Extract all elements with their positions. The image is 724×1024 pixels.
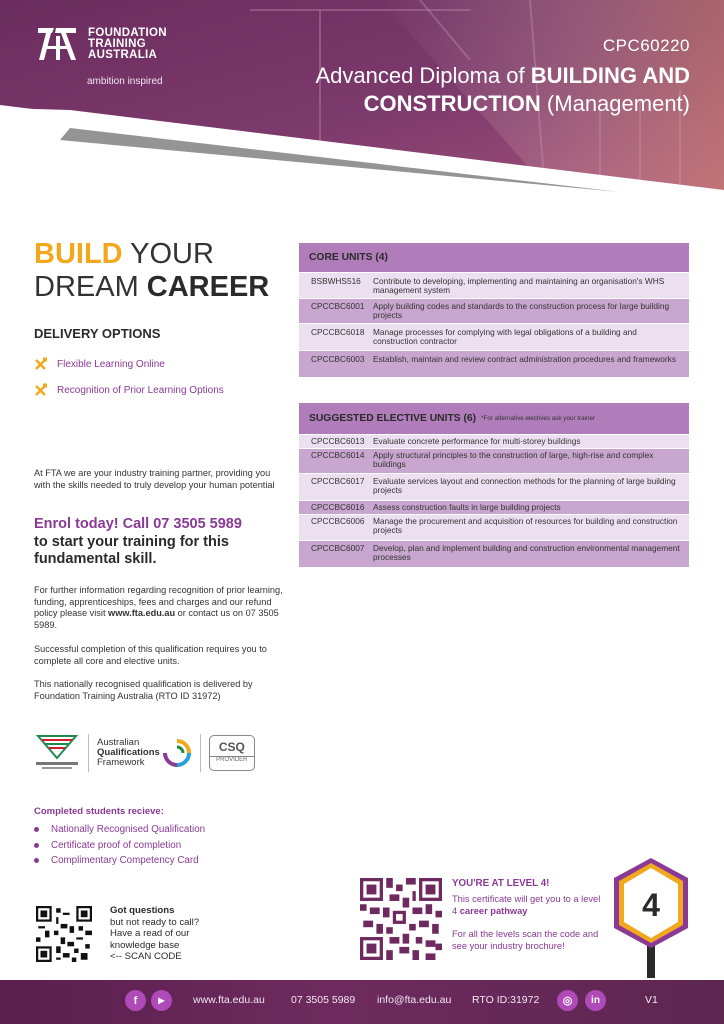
footer-website[interactable]: www.fta.edu.au bbox=[193, 994, 265, 1006]
footer bbox=[0, 980, 724, 1024]
bullet-icon bbox=[34, 858, 39, 863]
table-row bbox=[299, 448, 689, 473]
completed-item-label: Certificate proof of completion bbox=[51, 839, 182, 851]
unit-code: CPCCBC6018 bbox=[311, 327, 365, 337]
delivery-options-title: DELIVERY OPTIONS bbox=[34, 326, 161, 341]
questions-line: knowledge base bbox=[110, 939, 180, 951]
linkedin-icon[interactable]: in bbox=[585, 990, 606, 1011]
csq-provider-label: PROVIDER bbox=[210, 756, 254, 763]
accreditation-logos bbox=[34, 734, 255, 772]
fta-logo[interactable] bbox=[34, 22, 167, 66]
unit-description: Establish, maintain and review contract administration procedures and frameworks bbox=[373, 354, 676, 364]
questions-line: <-- SCAN CODE bbox=[110, 951, 182, 962]
unit-code: CPCCBC6013 bbox=[311, 436, 365, 446]
elective-units-header bbox=[299, 403, 689, 434]
level-text: This certificate will get you to a level 4 bbox=[452, 894, 601, 916]
unit-description: Evaluate services layout and connection methods for the planning of large building projects bbox=[373, 476, 676, 496]
questions-block bbox=[110, 905, 199, 963]
unit-description: Manage processes for complying with legal obligations of a building and construction contractor bbox=[373, 327, 637, 347]
info-paragraph-recognition bbox=[34, 585, 284, 631]
footer-rto: RTO ID:31972 bbox=[472, 994, 540, 1006]
instagram-icon[interactable]: ◎ bbox=[557, 990, 578, 1011]
logo-wordmark bbox=[88, 28, 167, 61]
hero-your: YOUR bbox=[122, 238, 214, 270]
elective-units-table bbox=[299, 403, 689, 567]
logo-line: FOUNDATION bbox=[88, 26, 167, 39]
info-text: or contact us on 07 3505 5989. bbox=[34, 608, 279, 630]
unit-code: BSBWHS516 bbox=[311, 276, 361, 286]
elective-units-title: SUGGESTED ELECTIVE UNITS (6) bbox=[309, 413, 477, 424]
qr-code-knowledge-base[interactable] bbox=[36, 906, 92, 962]
tagline: ambition inspired bbox=[87, 76, 163, 87]
unit-code: CPCCBC6003 bbox=[311, 354, 365, 364]
table-row bbox=[299, 298, 689, 323]
unit-code: CPCCBC6006 bbox=[311, 516, 365, 526]
course-title-post: (Management) bbox=[540, 91, 690, 116]
aqf-logo bbox=[88, 734, 192, 772]
aqf-wordmark bbox=[97, 738, 160, 768]
unit-code: CPCCBC6001 bbox=[311, 301, 365, 311]
intro-text: At FTA we are your industry training partner, providing you with the skills needed to truly develop your human potential bbox=[34, 468, 275, 490]
delivery-option bbox=[34, 377, 224, 403]
questions-line: but not ready to call? bbox=[110, 916, 200, 928]
aqf-line: Qualifications bbox=[97, 747, 160, 758]
completed-list bbox=[34, 822, 205, 869]
unit-description: Assess construction faults in large building projects bbox=[373, 502, 561, 512]
unit-code: CPCCBC6016 bbox=[311, 502, 365, 512]
enrol-subline: to start your training for this fundamental skill. bbox=[34, 533, 229, 567]
hero-build: BUILD bbox=[34, 238, 123, 270]
website-link[interactable]: www.fta.edu.au bbox=[108, 608, 176, 618]
csq-label: CSQ bbox=[218, 740, 245, 754]
course-title-pre: Advanced Diploma of bbox=[315, 63, 531, 88]
core-units-title: CORE UNITS (4) bbox=[309, 252, 388, 263]
hero-career: CAREER bbox=[146, 271, 270, 303]
info-text: For further information regarding recognition of prior learning, funding, apprenticeships, fees and charges and our refund policy please visit bbox=[34, 585, 283, 618]
qr-code-industry-brochure[interactable] bbox=[360, 878, 442, 960]
level-hexagon-sign bbox=[612, 858, 690, 978]
completed-item bbox=[34, 838, 205, 854]
footer-email[interactable]: info@fta.edu.au bbox=[377, 994, 452, 1006]
level-scan-text: For all the levels scan the code and see your industry brochure! bbox=[452, 929, 599, 951]
tools-icon bbox=[34, 383, 48, 397]
aqf-line: Framework bbox=[97, 757, 145, 768]
table-row bbox=[299, 473, 689, 500]
hero-dream: DREAM bbox=[34, 271, 147, 303]
unit-description: Manage the procurement and acquisition of resources for building and construction projects bbox=[373, 516, 678, 536]
completed-item bbox=[34, 822, 205, 838]
core-units-header bbox=[299, 243, 689, 272]
delivery-option bbox=[34, 351, 224, 377]
unit-code: CPCCBC6007 bbox=[311, 543, 365, 553]
table-row bbox=[299, 323, 689, 350]
questions-line: Have a read of our bbox=[110, 928, 190, 939]
nrt-logo-icon bbox=[34, 734, 80, 772]
bullet-icon bbox=[34, 827, 39, 832]
completed-item bbox=[34, 853, 205, 869]
table-row bbox=[299, 350, 689, 377]
bullet-icon bbox=[34, 843, 39, 848]
info-paragraph-rto: This nationally recognised qualification is delivered by Foundation Training Australia (RTO ID 31972) bbox=[34, 679, 253, 701]
hero-heading bbox=[34, 238, 269, 304]
aqf-line: Australian bbox=[97, 737, 140, 748]
csq-badge bbox=[209, 735, 255, 771]
enrol-callout bbox=[34, 516, 284, 569]
course-title bbox=[220, 62, 690, 118]
level-number: 4 bbox=[642, 887, 660, 923]
elective-units-note: *For alternative electives ask your trainer bbox=[481, 415, 596, 422]
level-pathway-text bbox=[452, 894, 602, 917]
table-row bbox=[299, 514, 689, 540]
unit-description: Apply building codes and standards to the construction process for large building projects bbox=[373, 301, 670, 321]
tools-icon bbox=[34, 357, 48, 371]
questions-title: Got questions bbox=[110, 905, 175, 916]
table-row bbox=[299, 434, 689, 448]
table-row bbox=[299, 540, 689, 567]
footer-phone[interactable]: 07 3505 5989 bbox=[291, 994, 356, 1006]
level-text-bold: career pathway bbox=[459, 905, 528, 916]
logo-line: AUSTRALIA bbox=[88, 48, 158, 61]
delivery-option-label: Flexible Learning Online bbox=[57, 358, 165, 370]
course-code: CPC60220 bbox=[602, 36, 690, 55]
youtube-icon[interactable]: ▶ bbox=[151, 990, 172, 1011]
facebook-icon[interactable]: f bbox=[125, 990, 146, 1011]
course-title-bold: BUILDING AND CONSTRUCTION bbox=[363, 63, 690, 116]
completed-item-label: Nationally Recognised Qualification bbox=[51, 824, 206, 836]
csq-logo bbox=[200, 734, 255, 772]
unit-description: Evaluate concrete performance for multi-storey buildings bbox=[373, 436, 581, 446]
unit-description: Apply structural principles to the construction of large, high-rise and complex buildings bbox=[373, 450, 654, 470]
table-row bbox=[299, 272, 689, 298]
header-banner bbox=[0, 0, 724, 200]
info-paragraph-completion: Successful completion of this qualification requires you to complete all core and elective units. bbox=[34, 644, 267, 666]
delivery-option-label: Recognition of Prior Learning Options bbox=[57, 384, 224, 396]
enrol-call-line[interactable]: Enrol today! Call 07 3505 5989 bbox=[34, 516, 242, 532]
completed-item-label: Complimentary Competency Card bbox=[51, 855, 199, 867]
level-title: YOU'RE AT LEVEL 4! bbox=[452, 878, 550, 889]
fta-logo-icon bbox=[34, 22, 80, 66]
table-row bbox=[299, 500, 689, 514]
delivery-options-list bbox=[34, 351, 224, 403]
footer-version: V1 bbox=[645, 994, 658, 1006]
aqf-swirl-icon bbox=[162, 738, 192, 768]
logo-line: TRAINING bbox=[88, 37, 146, 50]
completed-title: Completed students recieve: bbox=[34, 806, 164, 817]
unit-code: CPCCBC6014 bbox=[311, 450, 365, 460]
unit-description: Contribute to developing, implementing and maintaining an organisation's WHS management system bbox=[373, 276, 665, 296]
unit-code: CPCCBC6017 bbox=[311, 476, 365, 486]
unit-description: Develop, plan and implement building and construction environmental management processes bbox=[373, 543, 680, 563]
core-units-table bbox=[299, 243, 689, 377]
